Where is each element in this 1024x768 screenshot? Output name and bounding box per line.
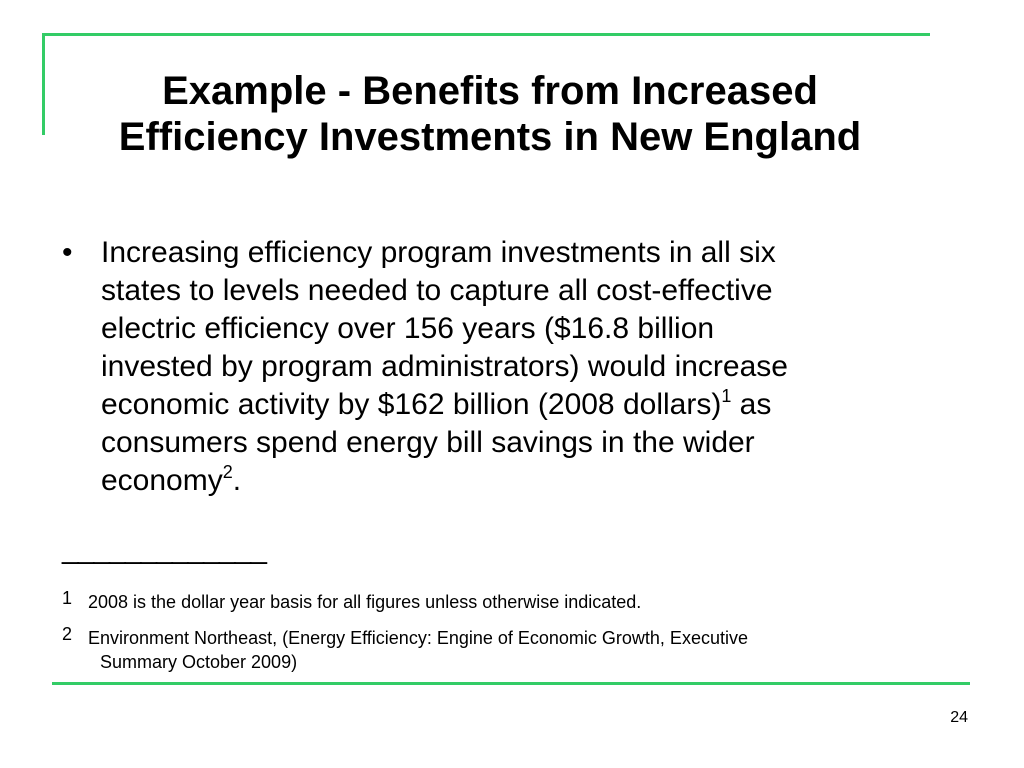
footnote-1-text	[88, 590, 948, 614]
bullet-line-7-tail: .	[232, 464, 242, 497]
bullet-line-5-tail: as	[731, 388, 772, 421]
bullet-line-7	[101, 462, 961, 500]
bullet-line-1: Increasing efficiency program investments in all six	[101, 236, 776, 269]
footnote-2-line-2: Summary October 2009)	[100, 652, 298, 672]
footnote-1-number: 1	[62, 588, 73, 608]
bullet-line-5	[101, 386, 961, 424]
left-accent-rule	[42, 33, 45, 135]
page-number: 24	[950, 709, 968, 726]
footnote-ref-1: 1	[721, 386, 732, 406]
bullet-line-5-text: economic activity by $162 billion (2008 dollars)	[101, 388, 722, 421]
footnote-ref-2: 2	[222, 462, 233, 482]
slide-title-line-1: Example - Benefits from Increased	[162, 69, 818, 113]
slide-title	[50, 68, 930, 160]
footnote-2-number: 2	[62, 624, 73, 644]
top-accent-rule	[42, 33, 930, 36]
bullet-text	[101, 234, 961, 500]
bullet-line-4: invested by program administrators) would increase	[101, 350, 788, 383]
bullet-marker: •	[62, 236, 73, 269]
bottom-accent-rule	[52, 682, 970, 685]
footnote-2-text	[88, 626, 948, 674]
slide-title-line-2: Efficiency Investments in New England	[118, 115, 862, 159]
bullet-line-3: electric efficiency over 156 years ($16.8 billion	[101, 312, 715, 345]
footnote-1-line-1: 2008 is the dollar year basis for all figures unless otherwise indicated.	[88, 592, 642, 612]
footnote-2-line-1: Environment Northeast, (Energy Efficiency: Engine of Economic Growth, Executive	[88, 628, 748, 648]
bullet-line-6: consumers spend energy bill savings in the wider	[101, 426, 755, 459]
bullet-line-7-text: economy	[101, 464, 223, 497]
bullet-line-2: states to levels needed to capture all cost-effective	[101, 274, 773, 307]
footnote-separator: _____________	[62, 532, 266, 565]
